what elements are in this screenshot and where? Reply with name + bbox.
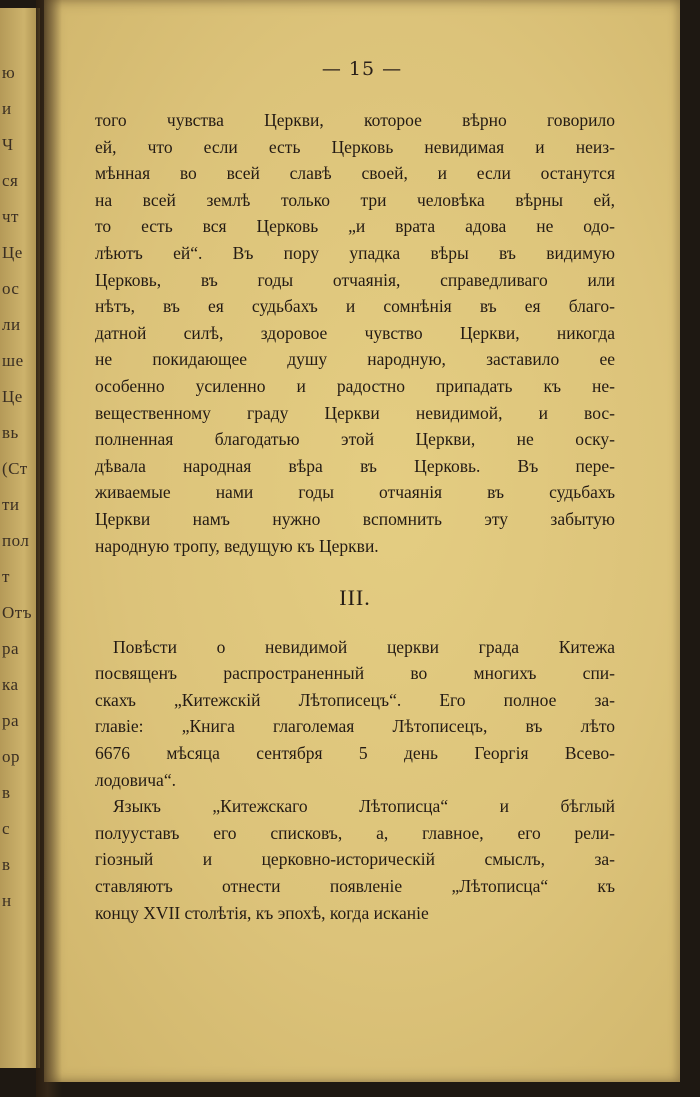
page-text [95,107,615,926]
left-page-fragment: ра [2,639,20,658]
text-line: на всей землѣ только три человѣка вѣрны ей, [95,189,615,210]
page-number: — 15 — [321,58,403,80]
left-page-fragment: Це [2,387,23,406]
left-page-fragment: с [2,819,11,838]
left-page-fragment: вь [2,423,19,442]
text-line: полууставъ его списковъ, а, главное, его рели- [95,822,615,843]
left-page-fragment: в [2,855,11,874]
text-line: дѣвала народная вѣра въ Церковь. Въ пере- [95,455,615,476]
left-page-fragment: ше [2,351,24,370]
text-line: Языкъ „Китежскаго Лѣтописца“ и бѣглый [113,796,615,817]
text-line: лѣютъ ей“. Въ пору упадка вѣры въ видимую [95,242,615,263]
left-page-fragment: ос [2,279,20,298]
paragraph-1 [95,107,615,559]
text-line: датной силѣ, здоровое чувство Церкви, никогда [95,322,615,343]
text-line: посвященъ распространенный во многихъ спи- [95,663,615,684]
text-line: концу XVII столѣтія, къ эпохѣ, когда исканіе [95,902,429,923]
text-line: скахъ „Китежскій Лѣтописецъ“. Его полное за- [95,689,615,710]
left-page-fragment: и [2,99,12,118]
text-line: полненная благодатью этой Церкви, не оску- [95,429,615,450]
left-page-fragment: Отъ [2,603,32,622]
left-page-edge [0,8,40,1068]
left-page-fragment: ся [2,171,19,190]
paragraph-2 [95,634,615,794]
text-line: то есть вся Церковь „и врата адова не одо- [95,216,615,237]
text-line: 6676 мѣсяца сентября 5 день Георгія Всево- [95,743,615,764]
left-page-fragment: ка [2,675,19,694]
left-page-fragment: пол [2,531,30,550]
left-page-fragment: н [2,891,12,910]
text-line: лодовича“. [95,769,176,790]
left-page-fragment: в [2,783,11,802]
text-line: ей, что если есть Церковь невидимая и неиз- [95,136,615,157]
text-line: ставляютъ отнести появленіе „Лѣтописца“ къ [95,876,615,897]
text-line: народную тропу, ведущую къ Церкви. [95,535,379,556]
left-page-fragment: ти [2,495,20,514]
text-line: Церковь, въ годы отчаянія, справедливаго или [95,269,615,290]
text-line: вещественному граду Церкви невидимой, и вос- [95,402,615,423]
left-page-fragment: т [2,567,10,586]
book-page [44,0,680,1082]
text-line: особенно усиленно и радостно припадать къ не- [95,375,615,396]
left-page-fragment: чт [2,207,19,226]
text-line: нѣтъ, въ ея судьбахъ и сомнѣнія въ ея благо- [95,296,615,317]
left-page-fragment: ю [2,63,16,82]
left-page-fragment: (Ст [2,459,28,478]
text-line: Церкви намъ нужно вспомнить эту забытую [95,508,615,529]
section-heading: III. [339,585,371,611]
left-page-fragment: ли [2,315,21,334]
left-page-fragment: ра [2,711,20,730]
left-page-fragment: Це [2,243,23,262]
text-line: мѣнная во всей славѣ своей, и если останутся [95,163,615,184]
text-line: не покидающее душу народную, заставило ее [95,349,615,370]
text-line: главіе: „Книга глаголемая Лѣтописецъ, въ лѣто [95,716,615,737]
text-line: гіозный и церковно-историческій смыслъ, за- [95,849,615,870]
book-spine-shadow [36,0,62,1097]
paragraph-3 [95,793,615,926]
left-page-fragment: Ч [2,135,14,154]
left-page-fragment: ор [2,747,20,766]
text-line: Повѣсти о невидимой церкви града Китежа [113,636,615,657]
text-line: живаемые нами годы отчаянія въ судьбахъ [95,482,615,503]
text-line: того чувства Церкви, которое вѣрно говорило [95,110,615,130]
